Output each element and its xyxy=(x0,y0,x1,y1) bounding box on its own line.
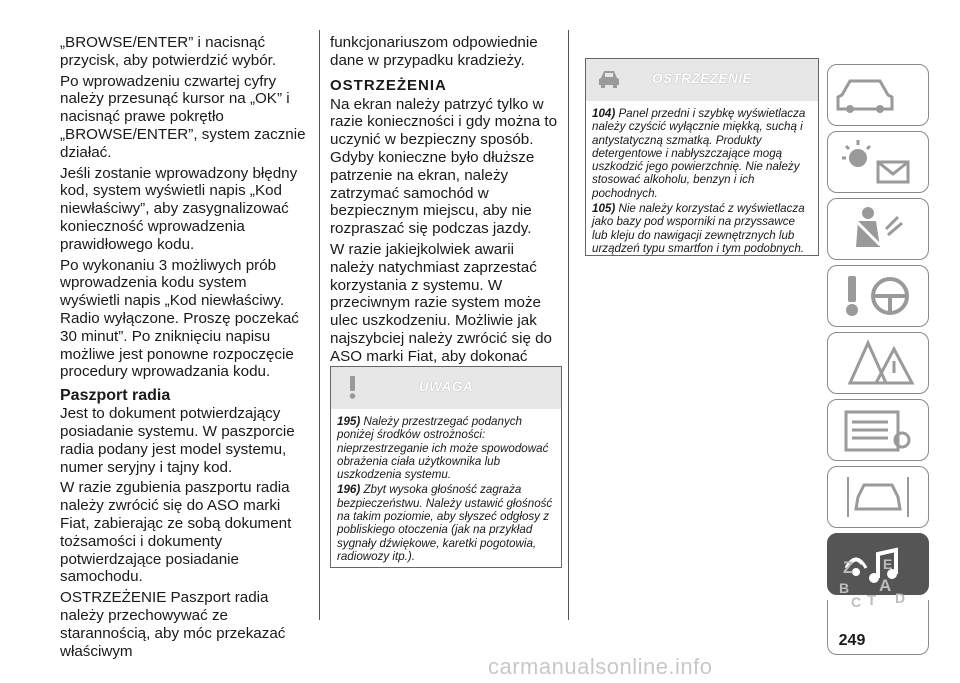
note-item xyxy=(592,202,810,255)
ostrzezenie-note-box xyxy=(585,58,819,256)
index-letter: C xyxy=(851,594,862,610)
paragraph: Na ekran należy patrzyć tylko w razie konieczności i gdy można to uczynić w bezpieczny sposób. Gdyby konieczne było dłuższe patrzenie na ekran, należy zatrzymać samochód w bezpiecznym miejscu, aby nie rozpraszać się podczas jazdy. xyxy=(330,95,558,238)
section-heading: OSTRZEŻENIA xyxy=(330,76,447,94)
note-item xyxy=(337,483,553,563)
tab-safety[interactable] xyxy=(827,198,929,260)
section-heading: Paszport radia xyxy=(60,387,171,405)
tab-technical-data[interactable] xyxy=(827,466,929,528)
text-column-middle xyxy=(330,34,562,386)
note-title: OSTRZEŻENIE xyxy=(651,71,752,86)
tab-emergency[interactable] xyxy=(827,332,929,394)
tab-maintenance[interactable] xyxy=(827,399,929,461)
sun-warning-envelope-icon xyxy=(828,132,928,192)
tab-starting-driving[interactable] xyxy=(827,265,929,327)
note-text: Panel przedni i szybkę wyświetlacza należy czyścić wyłącznie miękką, suchą i antystatyczną szmatką. Produkty detergentowe i nabłyszczające mogą uszkodzić jego powierzchnię. Nie należy stosować alkoholu, benzyn i ich pochodnych. xyxy=(592,107,806,200)
index-letter: T xyxy=(867,592,877,609)
key-steering-wheel-icon xyxy=(828,266,928,326)
index-letter: A xyxy=(879,576,892,595)
road-warning-triangle-icon xyxy=(828,333,928,393)
note-number: 105) xyxy=(592,202,616,216)
paragraph: funkcjonariuszom odpowiednie dane w przypadku kradzieży. xyxy=(330,34,538,69)
index-letter: D xyxy=(895,590,906,606)
paragraph: Po wykonaniu 3 możliwych prób wprowadzenia kodu system wyświetli napis „Kod niewłaściwy. Radio wyłączone. Proszę poczekać 30 minut”. Po zniknięciu napisu możliwe jest ponowne rozpoczęcie procedury wprowadzania kodu. xyxy=(60,256,299,381)
note-text: Zbyt wysoka głośność zagraża bezpieczeństwu. Należy ustawić głośność na takim poziomie, aby słyszeć odgłosy z pobliskiego otoczenia (jak na przykład sygnały dźwiękowe, karetki pogotowia, radiowozy itp.). xyxy=(337,483,553,563)
note-item xyxy=(592,107,810,200)
column-divider xyxy=(319,30,320,620)
tab-car[interactable] xyxy=(827,64,929,126)
paragraph: Jest to dokument potwierdzający posiadanie systemu. W paszporcie radia podany jest model systemu, numer seryjny i tajny kod. xyxy=(60,405,295,476)
note-item xyxy=(337,415,553,481)
paragraph: „BROWSE/ENTER” i nacisnąć przycisk, aby potwierdzić wybór. xyxy=(60,34,277,69)
index-letter: B xyxy=(839,580,850,596)
watermark: carmanualsonline.info xyxy=(488,654,713,679)
note-body xyxy=(331,409,561,569)
index-letter: Z xyxy=(843,558,854,577)
note-header xyxy=(331,367,561,409)
paragraph: W razie jakiejkolwiek awarii należy natychmiast zaprzestać korzystania z systemu. W przeciwnym razie system może ulec uszkodzeniu. Możliwie jak najszybciej należy zwrócić się do ASO marki Fiat, aby dokonać xyxy=(330,240,552,365)
column-divider xyxy=(568,30,569,620)
paragraph: Jeśli zostanie wprowadzony błędny kod, system wyświetli napis „Kod niewłaściwy”, aby zasygnalizować konieczność wprowadzenia prawidłowego kodu. xyxy=(60,164,298,253)
text-column-left xyxy=(60,34,310,660)
note-text: Należy przestrzegać podanych poniżej środków ostrożności: nieprzestrzeganie ich może spowodować obrażenia ciała użytkownika lub uszkodzenia systemu. xyxy=(337,415,549,482)
page-number: 249 xyxy=(838,632,866,649)
index-letters xyxy=(827,556,927,610)
note-title: UWAGA xyxy=(418,379,474,394)
paragraph: Po wprowadzeniu czwartej cyfry należy przesunąć kursor na „OK” i nacisnąć prawe pokrętło „BROWSE/ENTER”, system zacznie działać. xyxy=(60,72,306,161)
index-letter: E xyxy=(883,556,893,572)
note-body xyxy=(586,101,818,261)
note-text: Nie należy korzystać z wyświetlacza jako bazy pod wsporniki na przyssawce lub kleju do nawigacji zewnętrznych lub urządzeń typu smartfon i tym podobnych. xyxy=(592,202,805,255)
car-icon xyxy=(828,65,928,125)
note-number: 196) xyxy=(337,483,361,497)
uwaga-note-box xyxy=(330,366,562,568)
paragraph: OSTRZEŻENIE Paszport radia należy przechowywać ze starannością, aby móc przekazać właściwym xyxy=(60,589,286,660)
paragraph: W razie zgubienia paszportu radia należy zwrócić się do ASO marki Fiat, zabierając ze sobą dokument tożsamości i dokumenty potwierdzające posiadanie samochodu. xyxy=(60,479,292,586)
tab-warnings[interactable] xyxy=(827,131,929,193)
car-specs-icon xyxy=(828,467,928,527)
note-number: 195) xyxy=(337,415,361,428)
maintenance-checklist-icon xyxy=(828,400,928,460)
note-header xyxy=(586,59,818,101)
note-number: 104) xyxy=(592,107,616,120)
seatbelt-airbag-icon xyxy=(828,199,928,259)
